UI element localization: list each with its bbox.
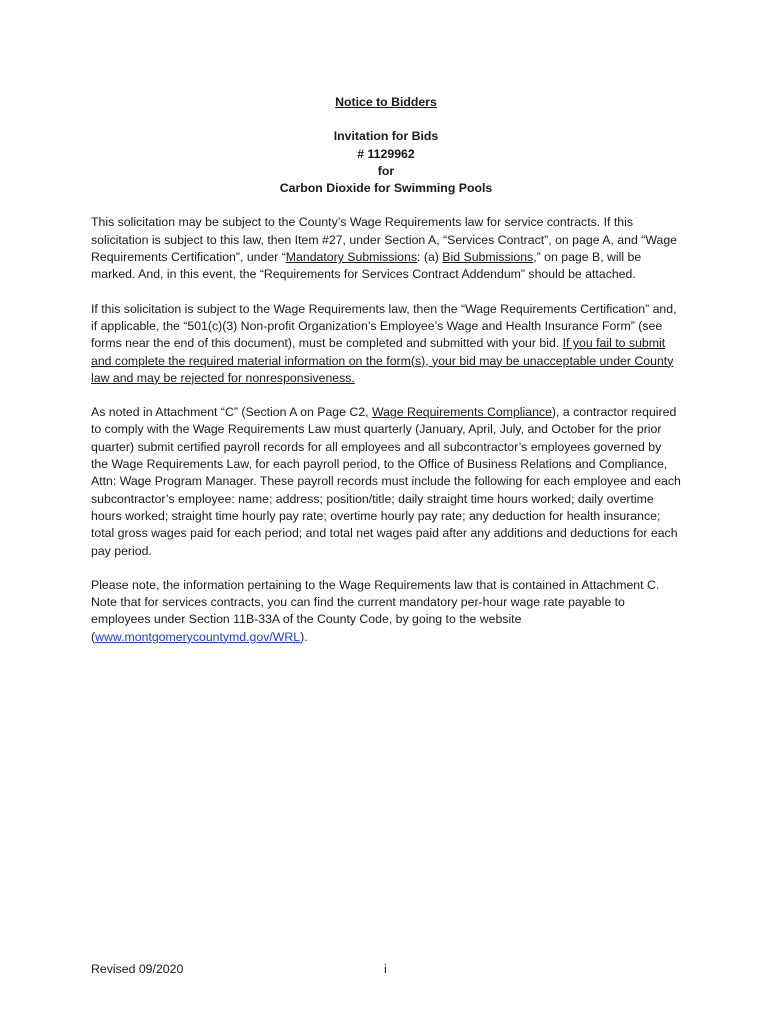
paragraph-payroll-records bbox=[91, 404, 681, 560]
para1-text-3: ,” on page B, will be marked. And, in this event, the “Requirements for Services Contract Addendum” should be attached. bbox=[91, 250, 642, 282]
mandatory-submissions-ref: Mandatory Submissions bbox=[285, 250, 418, 265]
bid-subject: Carbon Dioxide for Swimming Pools bbox=[279, 181, 493, 196]
notice-title: Notice to Bidders bbox=[335, 95, 437, 109]
nonresponsiveness-warning: If you fail to submit and complete the required material information on the form(s), your bid may be unacceptable under County law and may be rejected for nonresponsiveness. bbox=[91, 336, 674, 385]
invitation-heading bbox=[91, 128, 681, 197]
para1-text-2: : (a) bbox=[417, 250, 443, 265]
para4-text-2: ). bbox=[300, 629, 308, 644]
bid-number: # 1129962 bbox=[357, 146, 415, 161]
invitation-line: Invitation for Bids bbox=[333, 129, 439, 144]
wrl-website-link[interactable]: www.montgomerycountymd.gov/WRL bbox=[95, 629, 301, 644]
para2-text-1: If this solicitation is subject to the Wage Requirements law, then the “Wage Requirements Certification” and, if applicable, the “501(c)(3) Non-profit Organization’s Employee’s Wage and Health Insurance Form” (see forms near the end of this document), must be completed and submitted with your bid. bbox=[91, 301, 677, 351]
para3-text-2: ), a contractor required to comply with the Wage Requirements Law must quarterly (January, April, July, and October for the prior quarter) submit certified payroll records for all employees and all subcontractor’s employees governed by the Wage Requirements Law, for each payroll period, to the Office of Business Relations and Compliance, Attn: Wage Program Manager. These payroll records must include the following for each employee and each subcontractor’s employee: name; address; position/title; daily straight time hours worked; daily overtime hours worked; straight time hourly pay rate; overtime hourly pay rate; any deduction for health insurance; total gross wages paid for each period; and total net wages paid after any additions and deductions for each pay period. bbox=[91, 405, 681, 558]
paragraph-wage-rate-info bbox=[91, 577, 681, 646]
para4-text-1: Please note, the information pertaining to the Wage Requirements law that is contained in Attachment C. Note that for services contracts, you can find the current mandatory per-hour wage rate payable to employees under Section 11B-33A of the County Code, by going to the website ( bbox=[91, 577, 660, 644]
document-body bbox=[91, 94, 681, 663]
page-number: i bbox=[384, 962, 387, 976]
para3-text-1: As noted in Attachment “C” (Section A on Page C2, bbox=[91, 405, 372, 420]
revision-date: Revised 09/2020 bbox=[91, 962, 184, 976]
heading-for: for bbox=[377, 163, 395, 178]
bid-submissions-ref: Bid Submissions bbox=[442, 250, 534, 265]
paragraph-certification-requirement bbox=[91, 301, 681, 387]
paragraph-wage-law-applicability bbox=[91, 214, 681, 283]
para1-text-1: This solicitation may be subject to the County’s Wage Requirements law for service contracts. If this solicitation is subject to this law, then Item #27, under Section A, “Services Contract”, on page A, and “Wage Requirements Certification”, under “ bbox=[91, 215, 678, 265]
wage-requirements-compliance-ref: Wage Requirements Compliance bbox=[371, 405, 552, 420]
